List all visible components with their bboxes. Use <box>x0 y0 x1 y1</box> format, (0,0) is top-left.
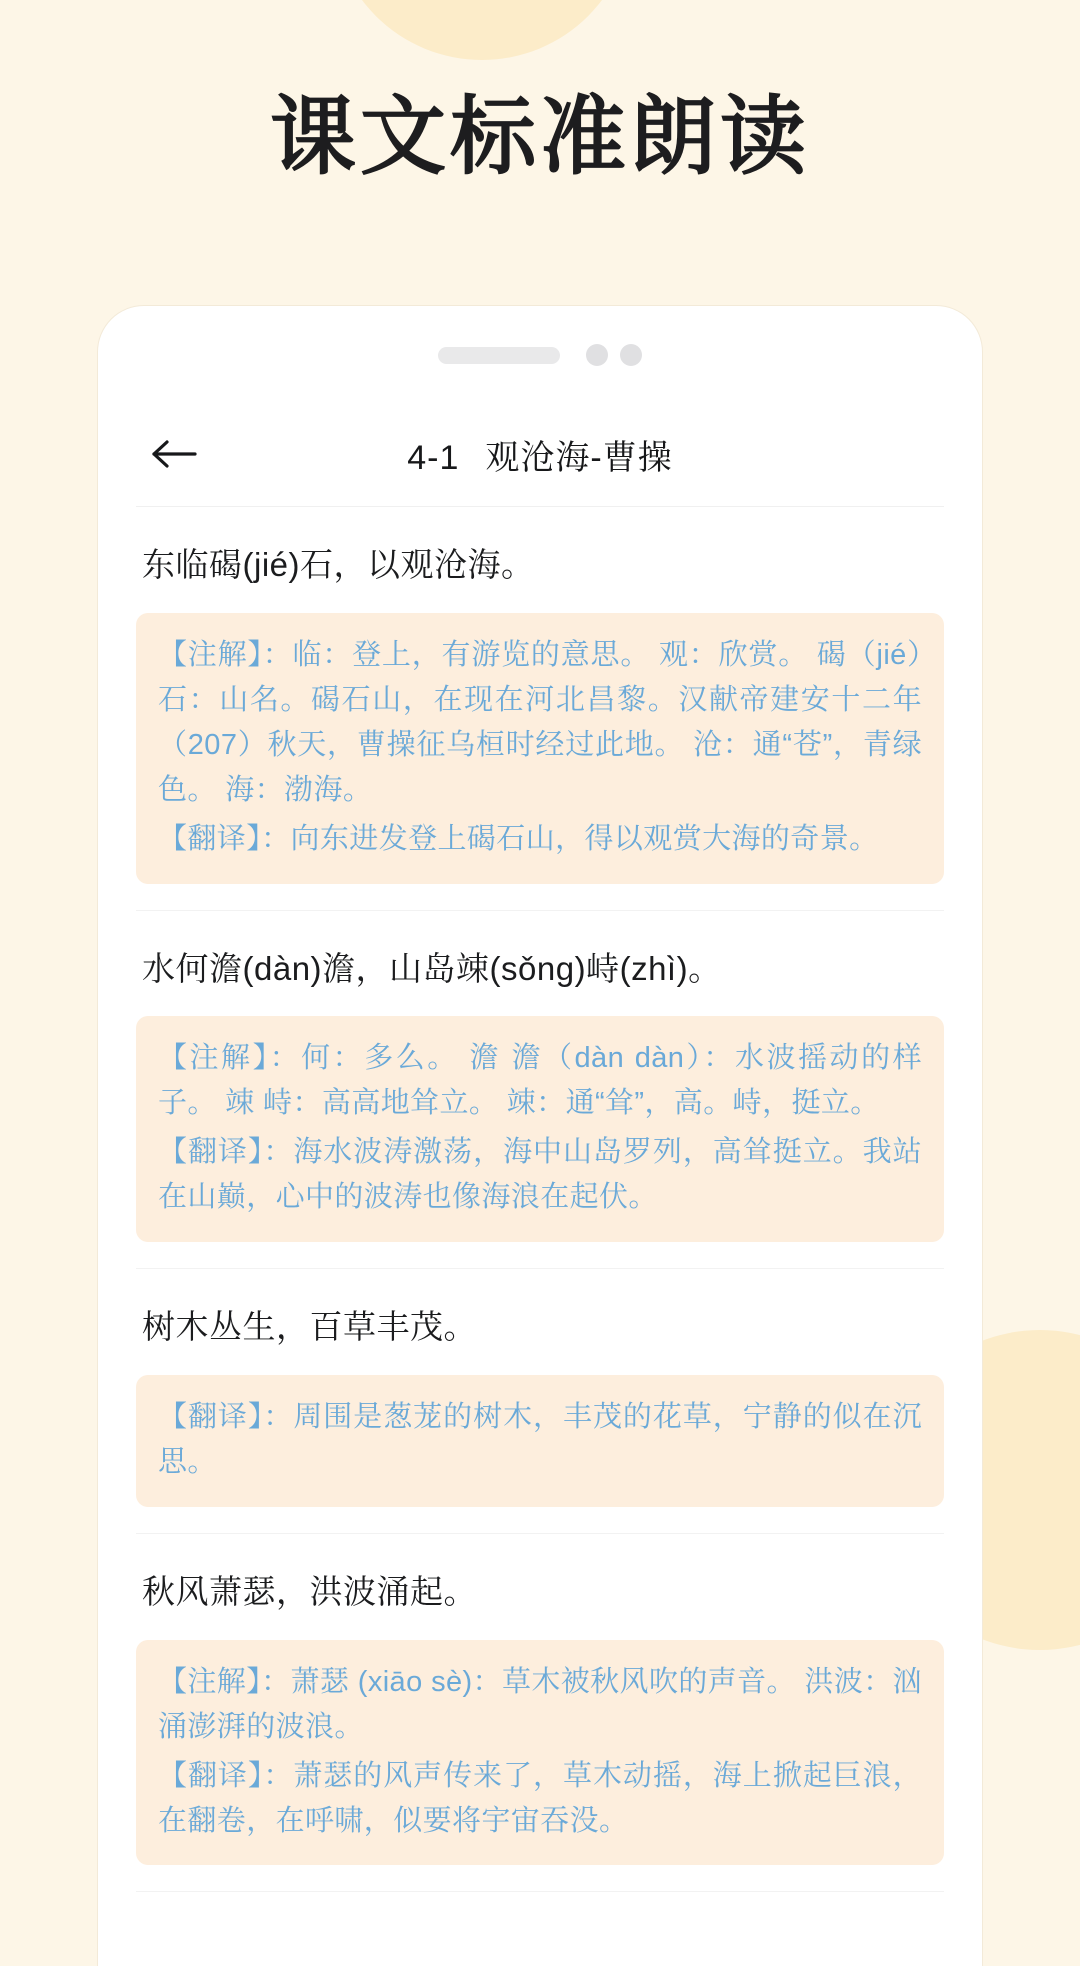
app-navbar <box>136 402 944 507</box>
poem-content <box>98 507 982 1892</box>
translation-row: 【翻译】：向东进发登上碣石山，得以观赏大海的奇景。 <box>158 822 879 855</box>
annotation-row: 【注解】：萧瑟 (xiāo sè)：草木被秋风吹的声音。 洪波：汹涌澎湃的波浪。 <box>158 1665 923 1743</box>
verse-block[interactable] <box>136 911 944 1270</box>
page-title <box>136 430 944 479</box>
translation-row: 【翻译】：海水波涛激荡，海中山岛罗列，高耸挺立。我站在山巅，心中的波涛也像海浪在起伏。 <box>158 1136 922 1214</box>
decorative-blob-top <box>332 0 632 60</box>
lesson-title: 观沧海-曹操 <box>485 438 673 477</box>
translation-row: 【翻译】：周围是葱茏的树木，丰茂的花草，宁静的似在沉思。 <box>158 1400 922 1478</box>
page-headline: 课文标准朗读 <box>270 89 810 185</box>
notch-dot <box>586 344 608 366</box>
annotation-row: 【注解】：临：登上，有游览的意思。 观：欣赏。 碣（jié）石：山名。碣石山，在现在河北昌黎。汉献帝建安十二年（207）秋天，曹操征乌桓时经过此地。 沧：通“苍”，青绿色。 海：渤海。 <box>158 638 922 806</box>
notch-dots <box>586 344 642 366</box>
annotation-card <box>136 613 944 884</box>
annotation-card <box>136 1375 944 1507</box>
verse-block[interactable] <box>136 1534 944 1893</box>
verse-line: 水何澹(dàn)澹，山岛竦(sǒng)峙(zhì)。 <box>142 949 722 987</box>
verse-line: 秋风萧瑟，洪波涌起。 <box>142 1572 477 1610</box>
arrow-left-icon[interactable] <box>146 426 202 482</box>
phone-notch <box>98 306 982 366</box>
verse-line: 东临碣(jié)石，以观沧海。 <box>142 546 535 583</box>
annotation-row: 【注解】：何：多么。 澹 澹（dàn dàn）：水波摇动的样子。 竦 峙：高高地耸立。 竦：通“耸”，高。峙，挺立。 <box>158 1042 922 1120</box>
verse-line: 树木丛生，百草丰茂。 <box>142 1308 477 1346</box>
notch-speaker-bar <box>438 347 560 364</box>
annotation-card <box>136 1016 944 1242</box>
translation-row: 【翻译】：萧瑟的风声传来了，草木动摇，海上掀起巨浪，在翻卷，在呼啸，似要将宇宙吞没。 <box>158 1759 922 1837</box>
verse-block[interactable] <box>136 1269 944 1534</box>
verse-block[interactable] <box>136 507 944 911</box>
notch-dot <box>620 344 642 366</box>
annotation-card <box>136 1640 944 1866</box>
lesson-index: 4-1 <box>407 438 460 477</box>
phone-mockup <box>98 306 982 1966</box>
